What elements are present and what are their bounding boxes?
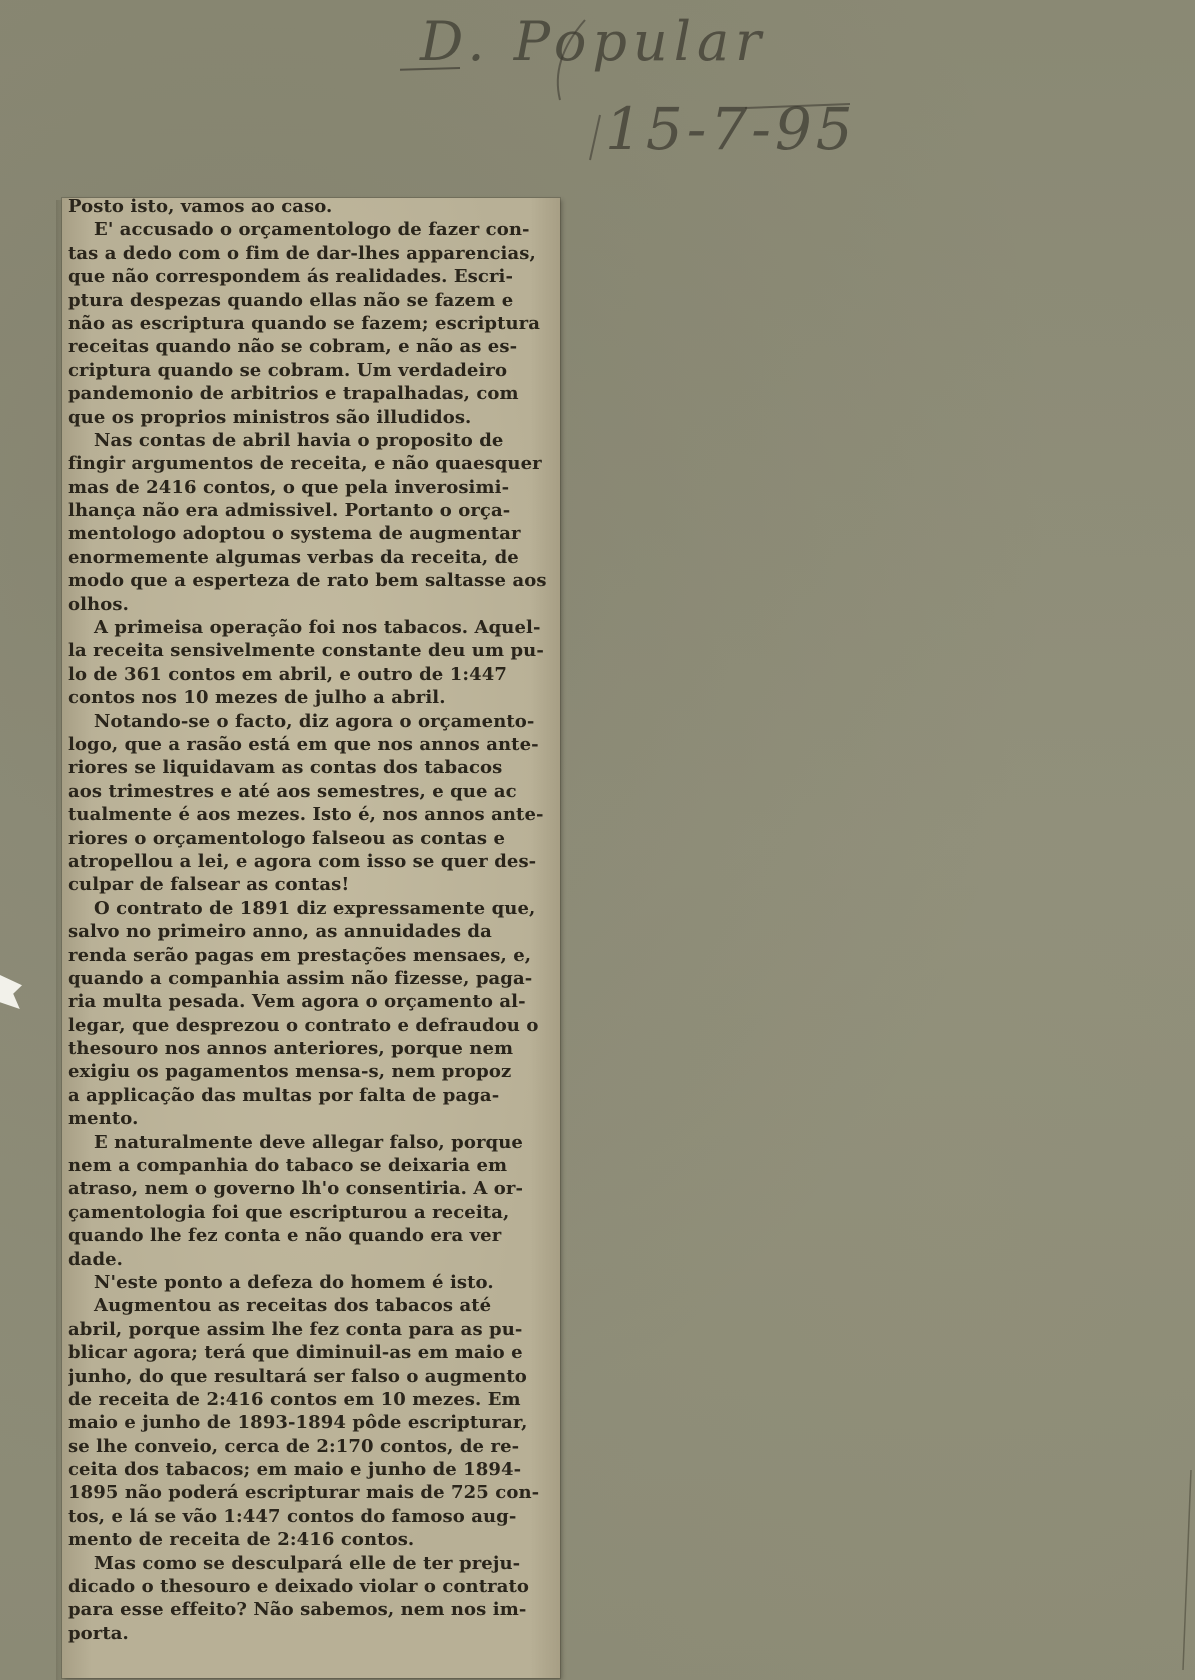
article-line: lo de 361 contos em abril, e outro de 1:447 bbox=[68, 663, 507, 685]
article-line: receitas quando não se cobram, e não as es- bbox=[68, 336, 518, 358]
article-line: mas de 2416 contos, o que pela inverosimi- bbox=[68, 476, 510, 498]
article-line: tas a dedo com o fim de dar-lhes apparencias, bbox=[68, 242, 536, 264]
article-line: atraso, nem o governo lh'o consentiria. A or- bbox=[68, 1178, 524, 1200]
article-line: dicado o thesouro e deixado violar o contrato bbox=[68, 1576, 530, 1598]
article-line: de receita de 2:416 contos em 10 mezes. Em bbox=[68, 1388, 521, 1410]
article-line: mento de receita de 2:416 contos. bbox=[68, 1529, 415, 1551]
article-line: mento. bbox=[68, 1108, 139, 1130]
article-line: a applicação das multas por falta de paga- bbox=[68, 1084, 500, 1106]
article-text bbox=[68, 198, 556, 1645]
article-line: fingir argumentos de receita, e não quaesquer bbox=[68, 453, 542, 475]
article-line: se lhe conveio, cerca de 2:170 contos, de re- bbox=[68, 1435, 520, 1457]
article-line: Nas contas de abril havia o proposito de bbox=[94, 429, 504, 451]
article-line: blicar agora; terá que diminuil-as em maio e bbox=[68, 1342, 523, 1364]
article-line: riores o orçamentologo falseou as contas e bbox=[68, 827, 505, 849]
article-line: ceita dos tabacos; em maio e junho de 1894- bbox=[68, 1459, 522, 1481]
article-line: olhos. bbox=[68, 593, 129, 615]
article-line: não as escriptura quando se fazem; escriptura bbox=[68, 312, 541, 334]
article-line: ptura despezas quando ellas não se fazem e bbox=[68, 289, 514, 311]
article-line: modo que a esperteza de rato bem saltasse aos bbox=[68, 570, 547, 592]
article-line: culpar de falsear as contas! bbox=[68, 874, 350, 896]
article-line: 1895 não poderá escripturar mais de 725 con- bbox=[68, 1482, 540, 1504]
article-line: dade. bbox=[68, 1248, 124, 1270]
article-line: E naturalmente deve allegar falso, porque bbox=[94, 1131, 523, 1153]
article-line: enormemente algumas verbas da receita, de bbox=[68, 546, 519, 568]
article-line: contos nos 10 mezes de julho a abril. bbox=[68, 687, 446, 709]
article-line: junho, do que resultará ser falso o augmento bbox=[68, 1365, 527, 1387]
article-line: pandemonio de arbitrios e trapalhadas, com bbox=[68, 383, 519, 405]
article-line: aos trimestres e até aos semestres, e que ac bbox=[68, 780, 517, 802]
article-line: porta. bbox=[68, 1622, 129, 1644]
margin-edge-mark bbox=[1165, 1470, 1195, 1670]
article-line: renda serão pagas em prestações mensaes, e, bbox=[68, 944, 532, 966]
article-line: abril, porque assim lhe fez conta para as pu- bbox=[68, 1318, 523, 1340]
article-line: la receita sensivelmente constante deu um pu- bbox=[68, 640, 544, 662]
article-line: tualmente é aos mezes. Isto é, nos annos ante- bbox=[68, 804, 544, 826]
article-line: salvo no primeiro anno, as annuidades da bbox=[68, 921, 492, 943]
article-line: criptura quando se cobram. Um verdadeiro bbox=[68, 359, 508, 381]
article-line: quando lhe fez conta e não quando era ver bbox=[68, 1225, 502, 1247]
article-line: E' accusado o orçamentologo de fazer con- bbox=[94, 219, 530, 241]
article-line: N'este ponto a defeza do homem é isto. bbox=[94, 1271, 494, 1293]
article-line: Mas como se desculpará elle de ter preju- bbox=[94, 1552, 521, 1574]
article-line: logo, que a rasão está em que nos annos ante- bbox=[68, 733, 539, 755]
handwritten-source-name: D. Popular bbox=[420, 10, 767, 73]
article-line: que não correspondem ás realidades. Escri- bbox=[68, 266, 514, 288]
article-line: thesouro nos annos anteriores, porque nem bbox=[68, 1038, 514, 1060]
article-line: Augmentou as receitas dos tabacos até bbox=[94, 1295, 492, 1317]
article-line: Posto isto, vamos ao caso. bbox=[68, 198, 333, 217]
article-line: Notando-se o facto, diz agora o orçamento- bbox=[94, 710, 535, 732]
article-line: ria multa pesada. Vem agora o orçamento al- bbox=[68, 991, 526, 1013]
article-line: riores se liquidavam as contas dos tabacos bbox=[68, 757, 503, 779]
article-line: quando a companhia assim não fizesse, paga- bbox=[68, 967, 533, 989]
torn-paper-mark bbox=[0, 975, 22, 1009]
article-line: que os proprios ministros são illudidos. bbox=[68, 406, 472, 428]
article-line: lhança não era admissivel. Portanto o orça- bbox=[68, 500, 511, 522]
article-line: para esse effeito? Não sabemos, nem nos im- bbox=[68, 1599, 527, 1621]
article-line: nem a companhia do tabaco se deixaria em bbox=[68, 1155, 508, 1177]
article-line: mentologo adoptou o systema de augmentar bbox=[68, 523, 521, 545]
article-line: maio e junho de 1893-1894 pôde escripturar, bbox=[68, 1412, 528, 1434]
handwritten-date: 15-7-95 bbox=[605, 95, 857, 163]
article-line: atropellou a lei, e agora com isso se quer des- bbox=[68, 850, 537, 872]
article-line: çamentologia foi que escripturou a receita, bbox=[68, 1201, 510, 1223]
article-line: legar, que desprezou o contrato e defraudou o bbox=[68, 1014, 539, 1036]
article-line: tos, e lá se vão 1:447 contos do famoso aug- bbox=[68, 1505, 517, 1527]
article-line: exigiu os pagamentos mensa-s, nem propoz bbox=[68, 1061, 512, 1083]
article-line: O contrato de 1891 diz expressamente que, bbox=[94, 897, 536, 919]
newspaper-clipping bbox=[62, 198, 560, 1678]
article-line: A primeisa operação foi nos tabacos. Aquel- bbox=[94, 617, 541, 639]
handwritten-annotation bbox=[400, 0, 920, 180]
